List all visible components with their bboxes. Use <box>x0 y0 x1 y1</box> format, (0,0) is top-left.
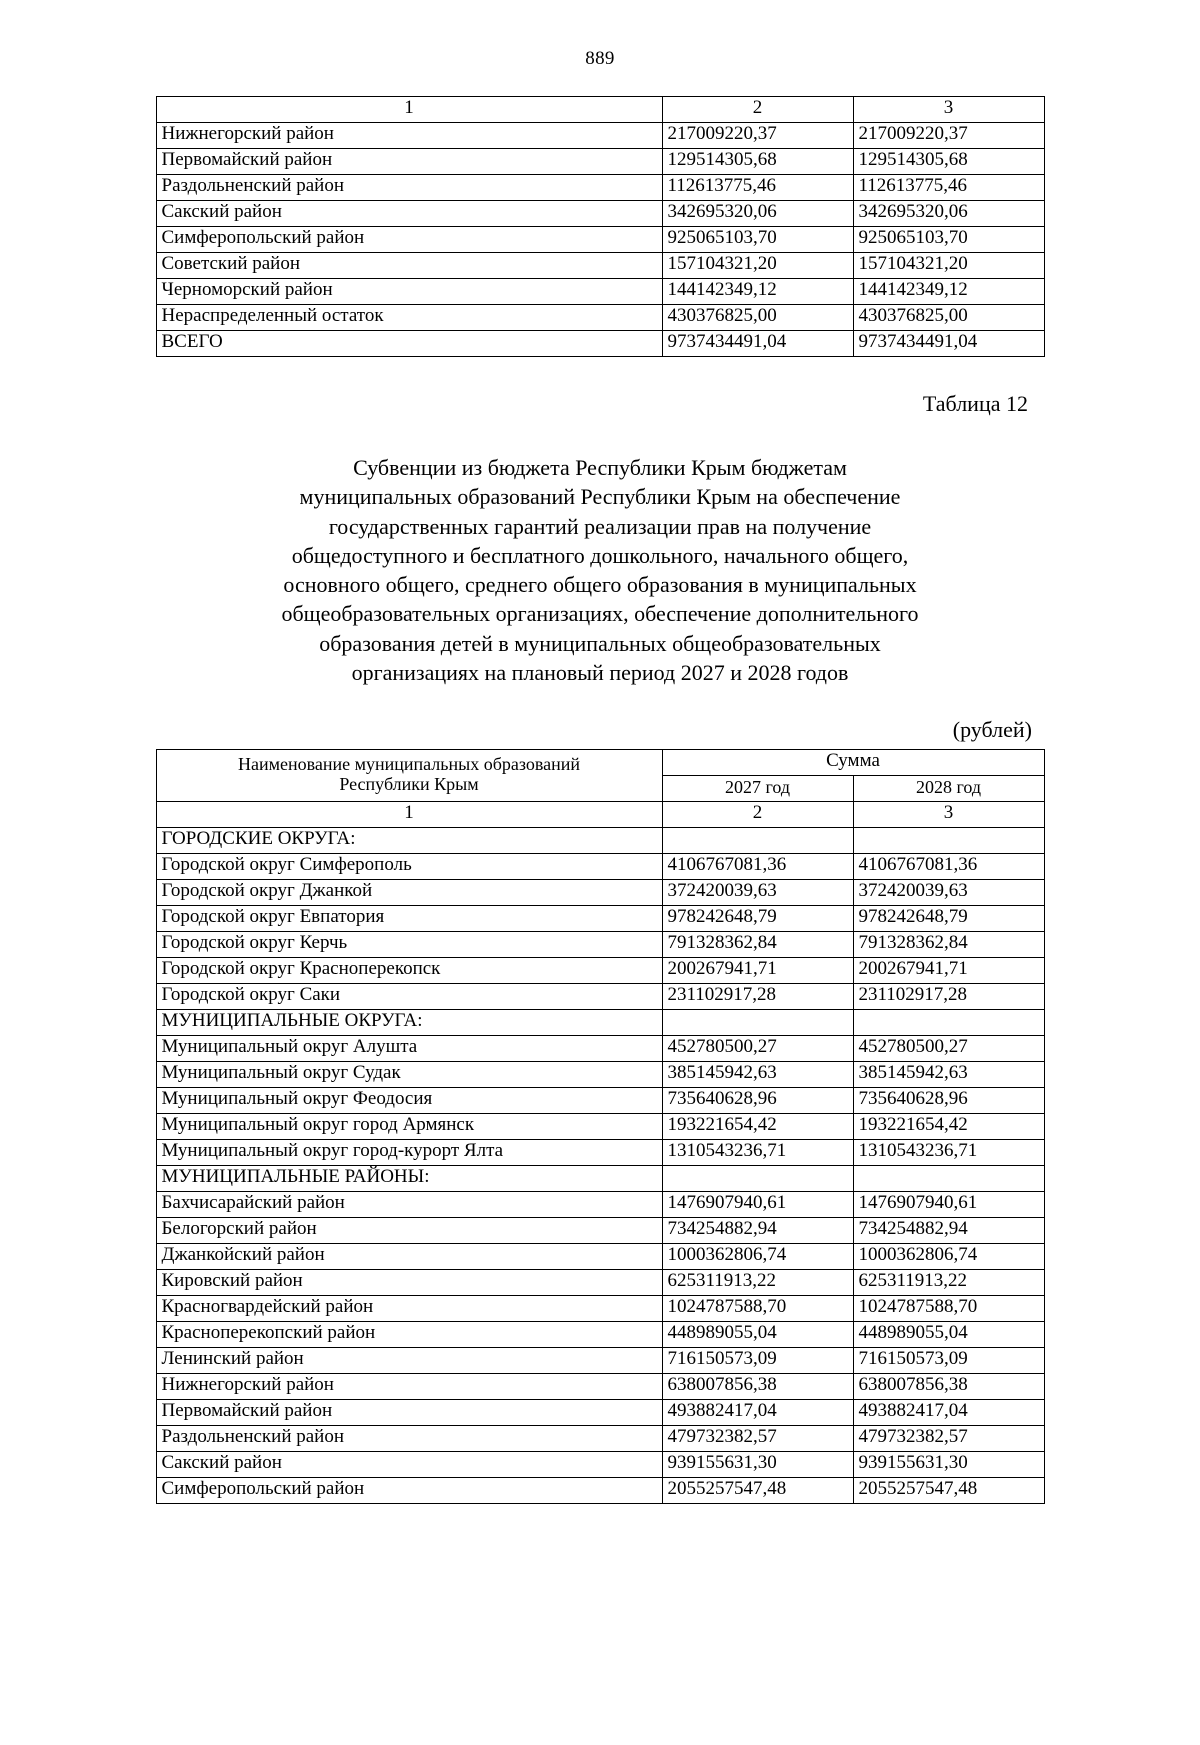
table-row <box>156 1218 1044 1244</box>
table-11-continued <box>156 96 1045 357</box>
row-value-2: 200267941,71 <box>853 958 1044 984</box>
column-number-1: 1 <box>156 97 662 123</box>
row-value-2: 385145942,63 <box>853 1062 1044 1088</box>
table-row <box>156 1140 1044 1166</box>
table-row <box>156 1192 1044 1218</box>
row-value-1: 372420039,63 <box>662 880 853 906</box>
column-number-3: 3 <box>853 97 1044 123</box>
row-name: МУНИЦИПАЛЬНЫЕ РАЙОНЫ: <box>156 1166 662 1192</box>
row-value-2: 430376825,00 <box>853 305 1044 331</box>
row-value-1: 217009220,37 <box>662 123 853 149</box>
row-name: Симферопольский район <box>156 227 662 253</box>
row-name: Кировский район <box>156 1270 662 1296</box>
table-12-title <box>190 453 1010 687</box>
row-value-1: 129514305,68 <box>662 149 853 175</box>
table-section-row <box>156 828 1044 854</box>
table-section-row <box>156 1010 1044 1036</box>
column-number-2: 2 <box>662 97 853 123</box>
table-row <box>156 1244 1044 1270</box>
row-value-2: 217009220,37 <box>853 123 1044 149</box>
row-value-1: 638007856,38 <box>662 1374 853 1400</box>
row-name: Городской округ Керчь <box>156 932 662 958</box>
table-row <box>156 1088 1044 1114</box>
header-name-line-1: Наименование муниципальных образований <box>237 754 581 775</box>
row-name: Городской округ Симферополь <box>156 854 662 880</box>
row-name: Муниципальный округ Алушта <box>156 1036 662 1062</box>
row-value-2: 1310543236,71 <box>853 1140 1044 1166</box>
row-value-1: 342695320,06 <box>662 201 853 227</box>
row-name: Первомайский район <box>156 149 662 175</box>
row-value-1: 2055257547,48 <box>662 1478 853 1504</box>
table-row <box>156 1036 1044 1062</box>
header-cell-year-2027: 2027 год <box>662 776 853 802</box>
table-caption-label: Таблица 12 <box>922 391 1028 416</box>
title-line: муниципальных образований Республики Крым на обеспечение <box>299 484 901 510</box>
table-12 <box>156 749 1045 1504</box>
row-name: Раздольненский район <box>156 1426 662 1452</box>
row-value-1: 939155631,30 <box>662 1452 853 1478</box>
row-value-2: 1024787588,70 <box>853 1296 1044 1322</box>
title-line: государственных гарантий реализации прав на получение <box>328 513 872 539</box>
title-line: Субвенции из бюджета Республики Крым бюджетам <box>353 455 847 480</box>
row-value-1: 735640628,96 <box>662 1088 853 1114</box>
row-value-2: 129514305,68 <box>853 149 1044 175</box>
table-row <box>156 227 1044 253</box>
row-value-1 <box>662 828 853 854</box>
row-name: Нераспределенный остаток <box>156 305 662 331</box>
row-value-2 <box>853 828 1044 854</box>
row-value-2: 448989055,04 <box>853 1322 1044 1348</box>
title-line: общедоступного и бесплатного дошкольного, начального общего, <box>291 542 909 568</box>
header-cell-sum: Сумма <box>662 750 1044 776</box>
table-row <box>156 123 1044 149</box>
row-name: Черноморский район <box>156 279 662 305</box>
row-value-1: 430376825,00 <box>662 305 853 331</box>
row-value-1: 716150573,09 <box>662 1348 853 1374</box>
row-value-1: 231102917,28 <box>662 984 853 1010</box>
row-value-1: 1310543236,71 <box>662 1140 853 1166</box>
row-name: Муниципальный округ Феодосия <box>156 1088 662 1114</box>
header-name-line-2: Республики Крым <box>339 773 479 794</box>
row-name: Городской округ Евпатория <box>156 906 662 932</box>
row-value-2: 231102917,28 <box>853 984 1044 1010</box>
table-11-body <box>156 123 1044 357</box>
table-12-header-row-1 <box>156 750 1044 776</box>
row-value-2: 479732382,57 <box>853 1426 1044 1452</box>
row-value-1: 448989055,04 <box>662 1322 853 1348</box>
row-value-1: 1024787588,70 <box>662 1296 853 1322</box>
table-row <box>156 279 1044 305</box>
row-value-1: 9737434491,04 <box>662 331 853 357</box>
column-number-2: 2 <box>662 802 853 828</box>
title-line: организациях на плановый период 2027 и 2028 годов <box>351 659 849 685</box>
row-name: Сакский район <box>156 201 662 227</box>
row-value-1: 493882417,04 <box>662 1400 853 1426</box>
row-name: Сакский район <box>156 1452 662 1478</box>
row-name: Городской округ Красноперекопск <box>156 958 662 984</box>
row-value-2: 342695320,06 <box>853 201 1044 227</box>
table-row <box>156 1296 1044 1322</box>
row-name: Муниципальный округ Судак <box>156 1062 662 1088</box>
table-row <box>156 1322 1044 1348</box>
row-value-1: 157104321,20 <box>662 253 853 279</box>
table-row <box>156 1426 1044 1452</box>
row-value-2: 112613775,46 <box>853 175 1044 201</box>
row-value-1: 385145942,63 <box>662 1062 853 1088</box>
row-value-2: 144142349,12 <box>853 279 1044 305</box>
page-number: 889 <box>585 48 615 69</box>
table-11-header-group <box>156 97 1044 123</box>
row-value-1: 791328362,84 <box>662 932 853 958</box>
row-value-2: 978242648,79 <box>853 906 1044 932</box>
row-value-2 <box>853 1166 1044 1192</box>
table-row <box>156 1478 1044 1504</box>
table-row <box>156 331 1044 357</box>
document-page <box>0 48 1200 1745</box>
row-name: Нижнегорский район <box>156 123 662 149</box>
column-number-1: 1 <box>156 802 662 828</box>
row-value-1 <box>662 1166 853 1192</box>
row-value-1: 1000362806,74 <box>662 1244 853 1270</box>
row-value-2: 1000362806,74 <box>853 1244 1044 1270</box>
row-name: ГОРОДСКИЕ ОКРУГА: <box>156 828 662 854</box>
row-value-2: 193221654,42 <box>853 1114 1044 1140</box>
row-value-1 <box>662 1010 853 1036</box>
table-12-body <box>156 828 1044 1504</box>
title-line: образования детей в муниципальных общеобразовательных <box>319 630 881 656</box>
header-cell-name <box>156 750 662 802</box>
row-name: Белогорский район <box>156 1218 662 1244</box>
row-name: Джанкойский район <box>156 1244 662 1270</box>
row-name: Городской округ Джанкой <box>156 880 662 906</box>
table-11-column-number-row <box>156 97 1044 123</box>
table-row <box>156 201 1044 227</box>
table-row <box>156 1374 1044 1400</box>
column-number-3: 3 <box>853 802 1044 828</box>
row-value-1: 452780500,27 <box>662 1036 853 1062</box>
row-value-1: 4106767081,36 <box>662 854 853 880</box>
row-name: Красноперекопский район <box>156 1322 662 1348</box>
row-value-2: 925065103,70 <box>853 227 1044 253</box>
table-row <box>156 880 1044 906</box>
row-name: МУНИЦИПАЛЬНЫЕ ОКРУГА: <box>156 1010 662 1036</box>
row-value-2: 2055257547,48 <box>853 1478 1044 1504</box>
row-value-2: 452780500,27 <box>853 1036 1044 1062</box>
row-value-2: 157104321,20 <box>853 253 1044 279</box>
row-value-1: 144142349,12 <box>662 279 853 305</box>
row-value-1: 479732382,57 <box>662 1426 853 1452</box>
row-value-2: 372420039,63 <box>853 880 1044 906</box>
row-name: Нижнегорский район <box>156 1374 662 1400</box>
table-row <box>156 1114 1044 1140</box>
row-value-2: 9737434491,04 <box>853 331 1044 357</box>
table-row <box>156 1062 1044 1088</box>
table-row <box>156 1348 1044 1374</box>
table-row <box>156 932 1044 958</box>
row-value-1: 200267941,71 <box>662 958 853 984</box>
title-line: основного общего, среднего общего образования в муниципальных <box>283 572 917 597</box>
table-12-column-number-row <box>156 802 1044 828</box>
table-section-row <box>156 1166 1044 1192</box>
row-name: ВСЕГО <box>156 331 662 357</box>
table-row <box>156 149 1044 175</box>
table-row <box>156 906 1044 932</box>
row-value-2: 791328362,84 <box>853 932 1044 958</box>
row-value-2 <box>853 1010 1044 1036</box>
row-value-1: 1476907940,61 <box>662 1192 853 1218</box>
row-value-2: 638007856,38 <box>853 1374 1044 1400</box>
row-value-1: 112613775,46 <box>662 175 853 201</box>
table-row <box>156 1452 1044 1478</box>
row-value-2: 1476907940,61 <box>853 1192 1044 1218</box>
row-name: Муниципальный округ город Армянск <box>156 1114 662 1140</box>
row-value-1: 734254882,94 <box>662 1218 853 1244</box>
row-name: Муниципальный округ город-курорт Ялта <box>156 1140 662 1166</box>
table-row <box>156 854 1044 880</box>
row-value-2: 939155631,30 <box>853 1452 1044 1478</box>
units-label: (рублей) <box>952 717 1032 742</box>
table-row <box>156 253 1044 279</box>
row-value-2: 716150573,09 <box>853 1348 1044 1374</box>
row-value-2: 625311913,22 <box>853 1270 1044 1296</box>
table-row <box>156 984 1044 1010</box>
row-value-2: 4106767081,36 <box>853 854 1044 880</box>
table-row <box>156 958 1044 984</box>
row-name: Городской округ Саки <box>156 984 662 1010</box>
row-value-1: 978242648,79 <box>662 906 853 932</box>
row-name: Ленинский район <box>156 1348 662 1374</box>
title-line: общеобразовательных организациях, обеспечение дополнительного <box>281 601 919 627</box>
row-name: Первомайский район <box>156 1400 662 1426</box>
table-row <box>156 1400 1044 1426</box>
row-name: Красногвардейский район <box>156 1296 662 1322</box>
table-12-header <box>156 750 1044 828</box>
row-value-1: 925065103,70 <box>662 227 853 253</box>
table-row <box>156 175 1044 201</box>
header-cell-year-2028: 2028 год <box>853 776 1044 802</box>
row-value-1: 625311913,22 <box>662 1270 853 1296</box>
row-value-1: 193221654,42 <box>662 1114 853 1140</box>
table-11-continued-wrapper <box>0 96 1200 357</box>
row-value-2: 734254882,94 <box>853 1218 1044 1244</box>
row-value-2: 493882417,04 <box>853 1400 1044 1426</box>
row-name: Раздольненский район <box>156 175 662 201</box>
row-name: Симферопольский район <box>156 1478 662 1504</box>
table-row <box>156 305 1044 331</box>
row-name: Советский район <box>156 253 662 279</box>
row-value-2: 735640628,96 <box>853 1088 1044 1114</box>
table-row <box>156 1270 1044 1296</box>
row-name: Бахчисарайский район <box>156 1192 662 1218</box>
